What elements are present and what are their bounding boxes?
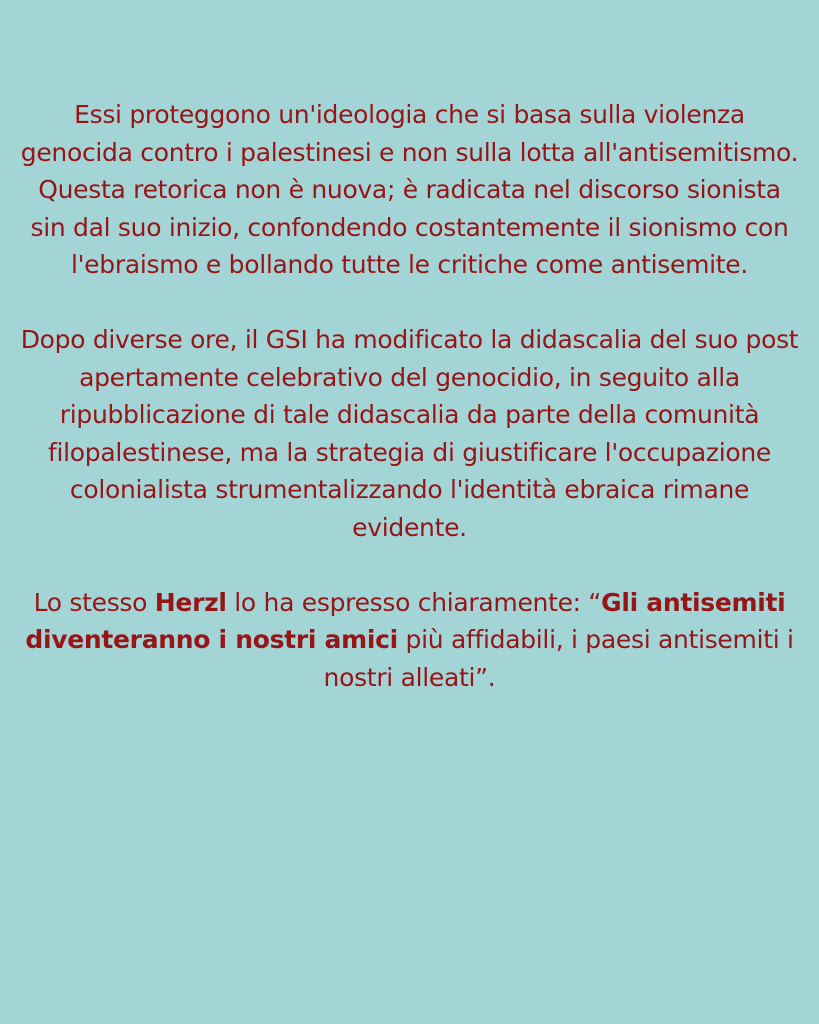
text-page — [0, 96, 819, 696]
quote-intro: Lo stesso — [33, 587, 155, 617]
paragraph-ideology: Essi proteggono un'ideologia che si basa sulla violenza genocida contro i palestinesi e non sulla lotta all'antisemitismo. Questa retorica non è nuova; è radicata nel discorso sionista sin dal suo inizio, confondendo costantemente il sionismo con l'ebraismo e bollando tutte le critiche come antisemite. — [20, 100, 799, 279]
paragraph-gsi-caption: Dopo diverse ore, il GSI ha modificato la didascalia del suo post apertamente celebrativo del genocidio, in seguito alla ripubblicazione di tale didascalia da parte della comunità filopalestinese, ma la strategia di giustificare l'occupazione colonialista strumentalizzando l'identità ebraica rimane evidente. — [20, 325, 799, 542]
quote-bold-text: Gli antisemiti diventeranno i nostri amici — [25, 587, 786, 654]
quote-ending: più affidabili, i paesi antisemiti i nostri alleati”. — [323, 625, 794, 692]
herzl-name: Herzl — [154, 587, 227, 617]
quote-lead-in: lo ha espresso chiaramente: “ — [226, 587, 602, 617]
paragraph-herzl-quote — [20, 584, 799, 697]
